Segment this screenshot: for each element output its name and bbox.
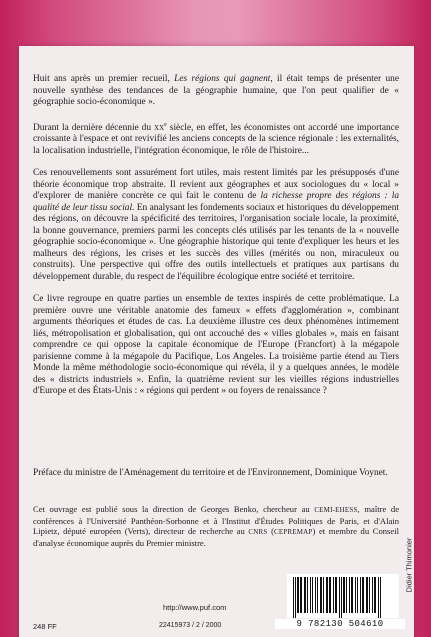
barcode-bar: [315, 577, 316, 613]
barcode-bar: [335, 577, 337, 613]
barcode-bar: [307, 577, 308, 613]
book-title-reference: Les régions qui gagnent,: [174, 74, 273, 84]
barcode-bar: [329, 577, 331, 613]
paragraph-3-text-b: En analysant les fondements sociaux et historiques du développement des régions, on découvre la spécificité des territoires, l'organisation sociale locale, la proximité, la bonne gouvernance, premiers parmi les concepts clés utilisés par les tenants de la « nouvelle géographie socio-économique ». Une géographie historique qui tente d'expliquer les heurs et les malheurs des régions, les crises et les succès des villes (mérités ou non, miraculeux ou construits). Une perspective qui offre des outils intellectuels et pratiques aux partisans du développement durable, du respect de l'équilibre écologique entre société et territoire.: [33, 202, 399, 282]
editors-note-a: Cet ouvrage est publié sous la direction de Georges Benko, chercheur au: [33, 504, 315, 514]
century-numeral: xx: [154, 122, 165, 133]
paragraph-2-text-a: Durant la dernière décennie du: [33, 122, 155, 133]
paragraph-3-text-a: Ces renouvellements sont assurément fort utiles, mais restent limités par les présupposés d'une théorie économique trop abstraite. Il revient aux géographes et aux sociologues du « local » d'explorer de manière concrète ce qui fait le contenu de: [33, 168, 399, 202]
photo-credit-text: Didier Thimonier: [404, 537, 414, 593]
barcode-bar: [357, 577, 358, 613]
barcode-bar: [317, 577, 318, 613]
barcode-bar: [300, 577, 302, 613]
barcode-bar: [369, 577, 370, 613]
institution-cepremap: CEPREMAP: [273, 528, 313, 536]
barcode-bar: [378, 577, 379, 618]
print-code: 22415973 / 2 / 2000: [159, 622, 222, 629]
paragraph-3-italic: la richesse propre des régions : la qualité de leur tissu social.: [33, 191, 400, 213]
paragraph-2-text-b: siècle, en effet, les économistes ont accordé une importance croissante à l'espace et ont revivifié les anciens concepts de la science régionale : les externalités, la localisation industrielle, l'intégration économique, le rôle de l'histoire...: [33, 122, 399, 156]
barcode-bar: [351, 577, 353, 613]
barcode-number: 9 782130 504610: [275, 619, 405, 629]
editors-note-b: , maître de conférences à l'Université Panthéon-Sorbonne et à l'Institut d'Études Politiques de Paris, et d'Alain Lipietz, député européen (Verts), directeur de recherche au: [33, 504, 400, 536]
barcode-bar: [380, 577, 381, 618]
institution-cemi: CEMI-EHESS: [314, 506, 358, 514]
barcode-bar: [326, 577, 328, 613]
barcode-icon: [291, 577, 395, 618]
editors-note-c: (: [267, 526, 274, 536]
publisher-url[interactable]: http://www.puf.com: [163, 603, 227, 612]
editors-note-d: ) et membre du Conseil d'analyse économique auprès du Premier ministre.: [33, 526, 399, 548]
century-superscript: e: [164, 121, 167, 128]
barcode-bar: [343, 577, 345, 613]
footer: [19, 46, 414, 637]
barcode-bar: [312, 577, 313, 613]
preface-note: Préface du ministre de l'Aménagement du territoire et de l'Environnement, Dominique Voynet.: [33, 468, 388, 478]
barcode-bar: [323, 577, 324, 613]
barcode-bar: [339, 577, 340, 618]
price-label: 248 FF: [33, 622, 57, 631]
barcode-bar: [346, 577, 347, 613]
barcode-bar: [360, 577, 361, 613]
barcode-bar: [333, 577, 334, 613]
barcode-bar: [297, 577, 299, 613]
barcode-bar: [349, 577, 350, 613]
barcode-bar: [295, 577, 296, 618]
paragraph-1-text-b: il était temps de présenter une nouvelle synthèse des tendances de la géographie humaine, que l'on peut qualifier de « géographie socio-économique ».: [33, 74, 399, 107]
text-panel: [19, 46, 414, 637]
barcode-bar: [374, 577, 376, 613]
barcode-bar: [310, 577, 311, 613]
barcode-bar: [320, 577, 322, 613]
barcode-bar: [304, 577, 306, 613]
barcode-bar: [366, 577, 368, 613]
barcode: [287, 574, 399, 618]
photo-credit: [403, 520, 415, 610]
barcode-bar: [372, 577, 373, 613]
paragraph-4: Ce livre regroupe en quatre parties un ensemble de textes inspirés de cette problématique. La première ouvre une véritable anatomie des fameux « effets d'agglomération », combinant arguments théoriques et études de cas. La deuxième illustre ces deux phénomènes intimement liés, métropolisation et globalisation, qui ont accouché des « villes globales », mais en faisant comprendre ce qui oppose la capitale économique de l'Europe (Francfort) à la mégapole parisienne comme à la mégapole du Pacifique, Los Angeles. La troisième partie étend au Tiers Monde la même méthodologie socio-économique qui révéla, il y a quelques années, le modèle des « districts industriels ». Enfin, la quatrième revient sur les vieilles régions industrielles d'Europe et des États-Unis : « régions qui perdent » ou foyers de renaissance ?: [33, 294, 399, 397]
institution-cnrs: CNRS: [248, 528, 268, 536]
barcode-bar: [341, 577, 342, 618]
paragraph-1-text-a: Huit ans après un premier recueil,: [33, 74, 175, 84]
barcode-bar: [362, 577, 364, 613]
barcode-bar: [293, 577, 294, 618]
barcode-bar: [355, 577, 356, 613]
